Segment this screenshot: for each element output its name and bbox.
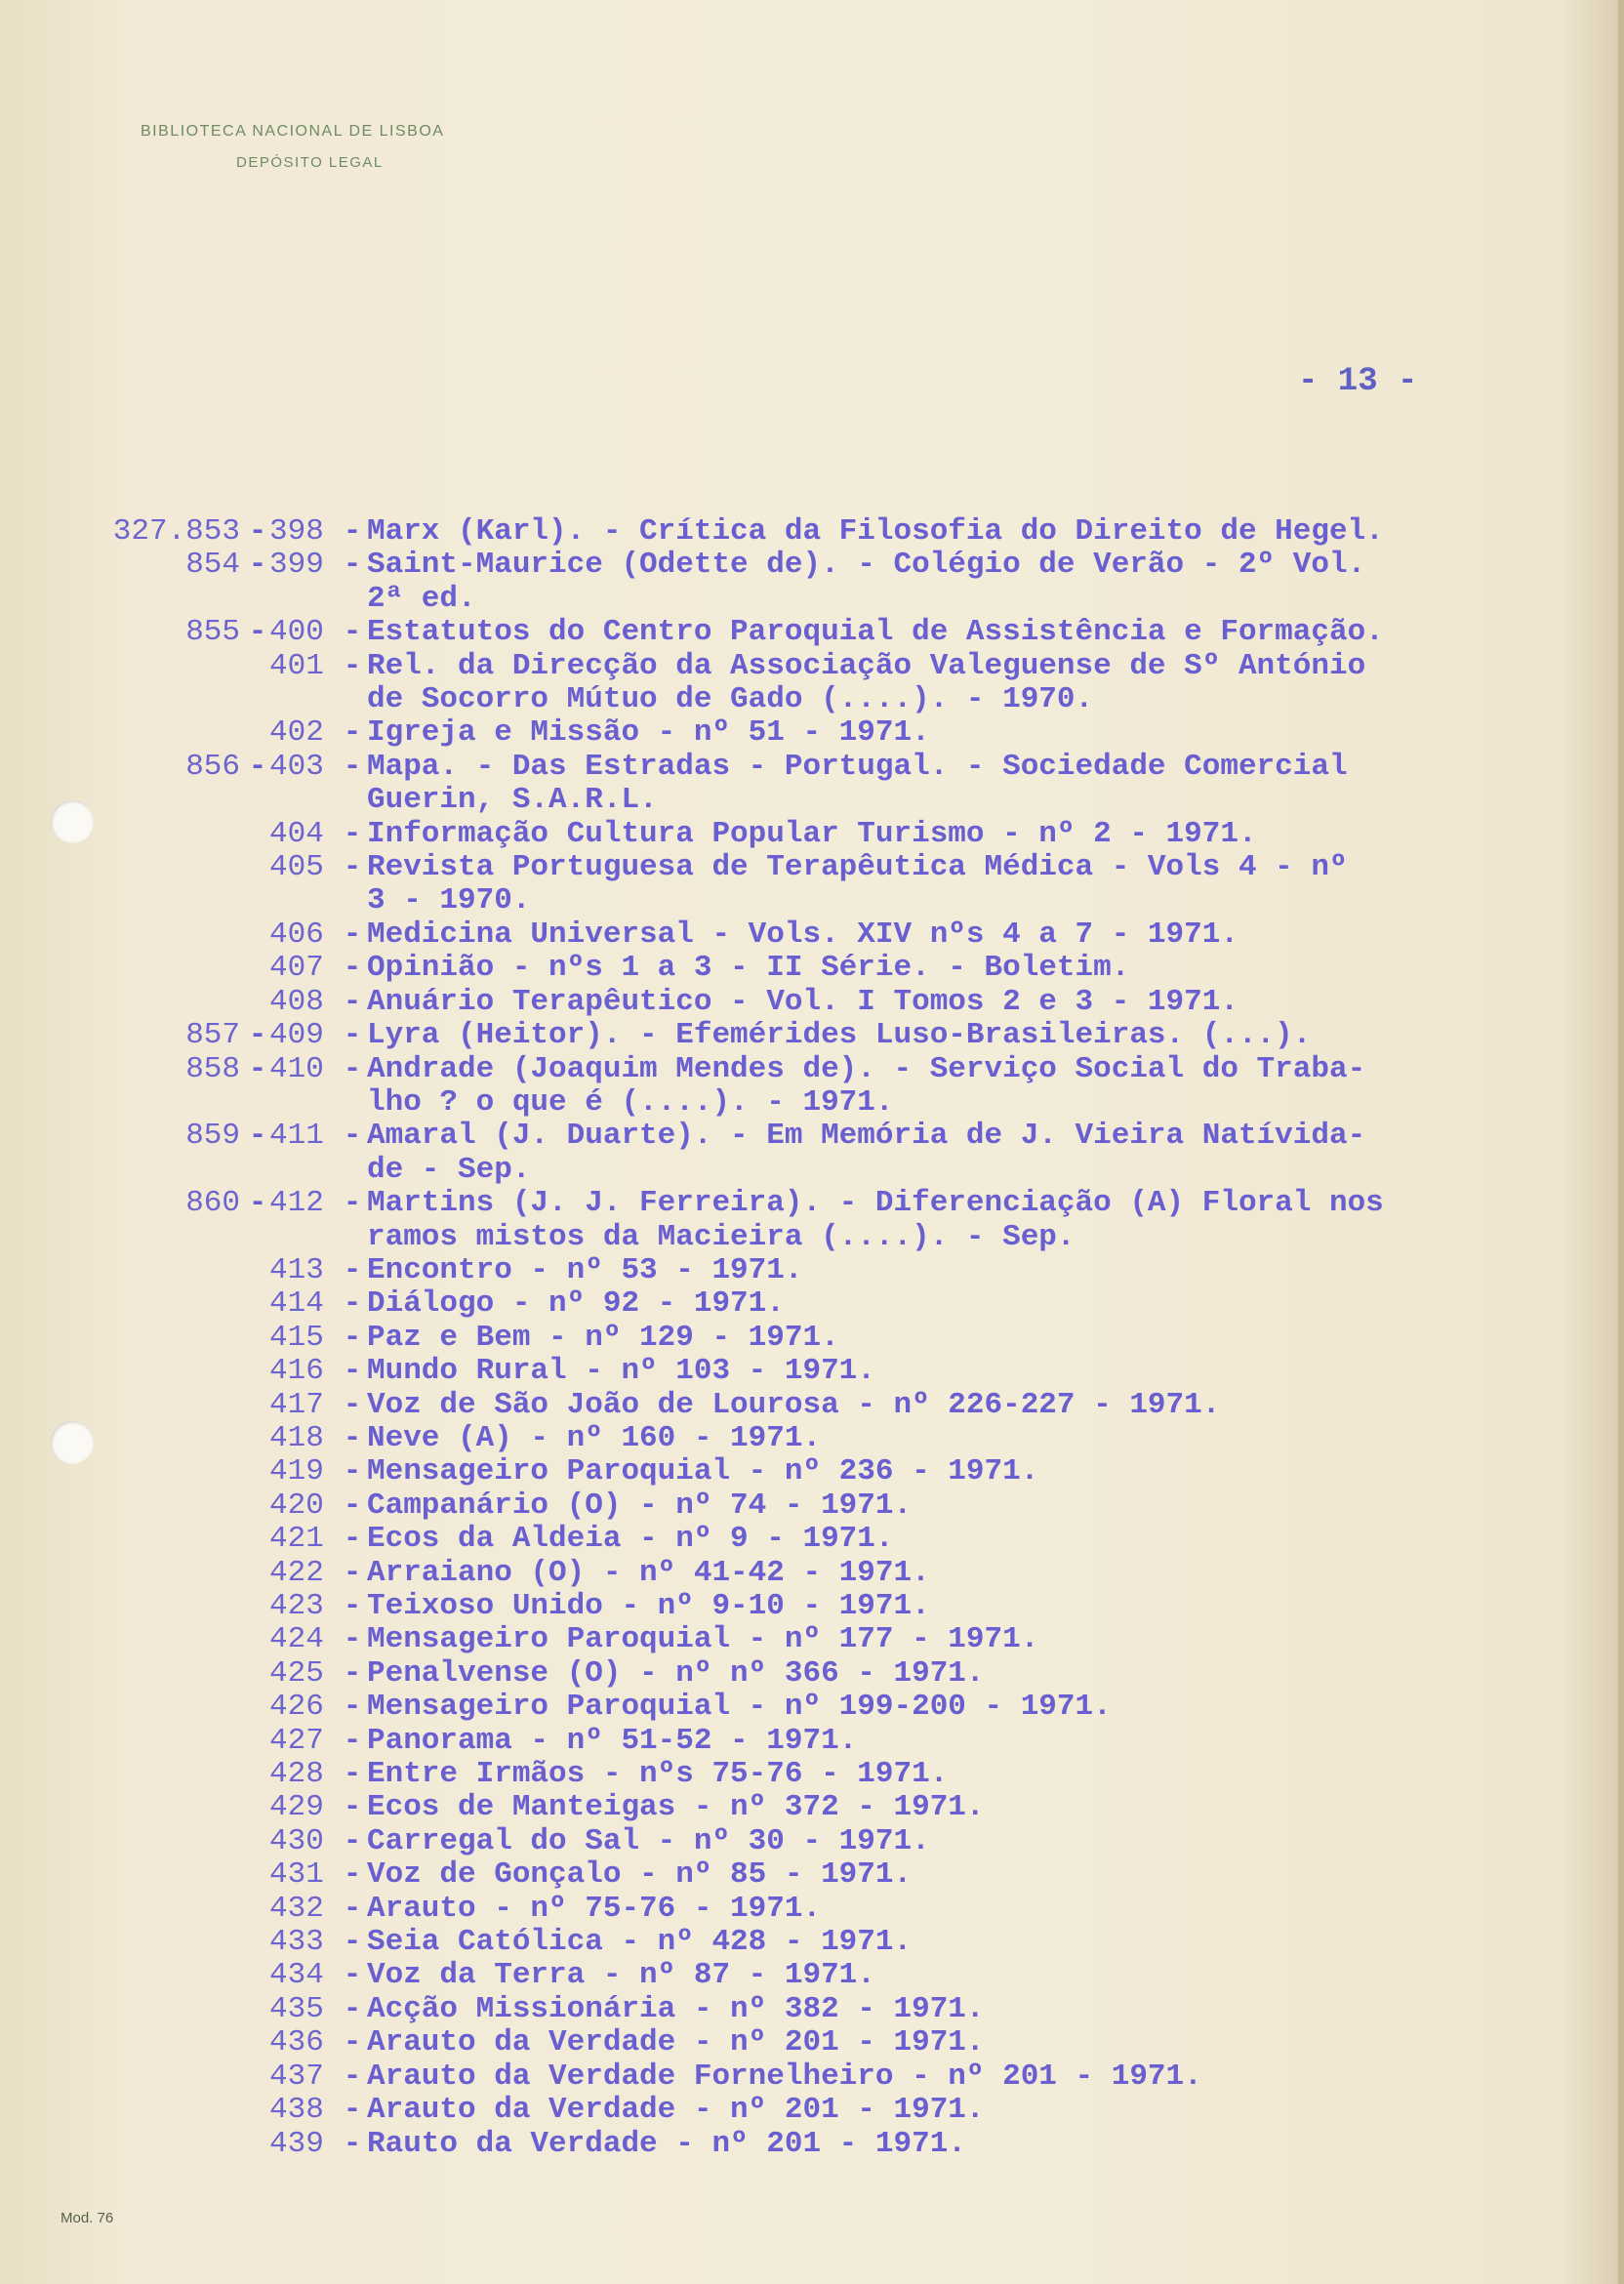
entry-row xyxy=(0,650,1562,683)
entry-text: ramos mistos da Macieira (....). - Sep. xyxy=(367,1219,1076,1254)
entry-text: Teixoso Unido - nº 9-10 - 1971. xyxy=(367,1589,930,1623)
entry-row xyxy=(0,1557,1562,1590)
accession-number: 855 xyxy=(185,615,240,650)
entry-text: de Socorro Mútuo de Gado (....). - 1970. xyxy=(367,682,1094,717)
entry-text: Diálogo - nº 92 - 1971. xyxy=(367,1286,785,1322)
separator-dash: - xyxy=(343,1354,362,1389)
entry-row xyxy=(0,1287,1562,1321)
entry-text: Voz de Gonçalo - nº 85 - 1971. xyxy=(367,1857,913,1893)
entry-number: 404 xyxy=(269,816,324,851)
entry-row xyxy=(0,884,1562,918)
separator-dash: - xyxy=(343,1823,362,1858)
entry-text: Lyra (Heitor). - Efemérides Luso-Brasileiras. (...). xyxy=(367,1018,1312,1053)
entry-number: 434 xyxy=(269,1958,324,1993)
entry-text: Arauto da Verdade Fornelheiro - nº 201 - 1971. xyxy=(367,2059,1202,2094)
entry-text: Revista Portuguesa de Terapêutica Médica - Vols 4 - nº xyxy=(367,850,1348,885)
entry-row xyxy=(0,1523,1562,1556)
entry-number: 437 xyxy=(269,2059,324,2094)
entry-text: Ecos de Manteigas - nº 372 - 1971. xyxy=(367,1790,985,1825)
separator-dash: - xyxy=(248,1186,267,1221)
entry-row xyxy=(0,986,1562,1019)
separator-dash: - xyxy=(343,1555,362,1590)
entry-text: Rauto da Verdade - nº 201 - 1971. xyxy=(367,2126,966,2161)
separator-dash: - xyxy=(343,1857,362,1893)
separator-dash: - xyxy=(343,1991,362,2026)
entry-row xyxy=(0,515,1562,549)
separator-dash: - xyxy=(343,1252,362,1287)
entry-text: Seia Católica - nº 428 - 1971. xyxy=(367,1925,913,1960)
entry-text: Mensageiro Paroquial - nº 236 - 1971. xyxy=(367,1454,1039,1489)
accession-number: 856 xyxy=(185,749,240,784)
entry-row xyxy=(0,1825,1562,1858)
entry-text: Saint-Maurice (Odette de). - Colégio de Verão - 2º Vol. xyxy=(367,548,1366,583)
entry-row xyxy=(0,751,1562,784)
entry-row xyxy=(0,1254,1562,1287)
entry-row xyxy=(0,1590,1562,1623)
entry-row xyxy=(0,1322,1562,1355)
entry-text: Rel. da Direcção da Associação Valeguense de Sº António xyxy=(367,648,1366,683)
entry-number: 432 xyxy=(269,1891,324,1926)
entry-text: Guerin, S.A.R.L. xyxy=(367,783,658,818)
entry-row xyxy=(0,1355,1562,1388)
entry-row xyxy=(0,1791,1562,1824)
entry-text: Voz da Terra - nº 87 - 1971. xyxy=(367,1958,875,1993)
entry-number: 408 xyxy=(269,984,324,1019)
separator-dash: - xyxy=(343,1589,362,1623)
separator-dash: - xyxy=(343,1925,362,1960)
entry-number: 415 xyxy=(269,1320,324,1355)
entry-row xyxy=(0,1389,1562,1422)
entry-text: Penalvense (O) - nº nº 366 - 1971. xyxy=(367,1655,985,1691)
entry-number: 438 xyxy=(269,2093,324,2128)
entry-row xyxy=(0,952,1562,985)
separator-dash: - xyxy=(343,1488,362,1523)
entry-row xyxy=(0,1758,1562,1791)
separator-dash: - xyxy=(343,2025,362,2060)
entry-number: 400 xyxy=(269,615,324,650)
entry-row xyxy=(0,1858,1562,1892)
entry-row xyxy=(0,1019,1562,1052)
separator-dash: - xyxy=(343,850,362,885)
entry-text: lho ? o que é (....). - 1971. xyxy=(367,1084,894,1120)
entry-row xyxy=(0,1221,1562,1254)
entry-number: 436 xyxy=(269,2025,324,2060)
separator-dash: - xyxy=(343,1186,362,1221)
entry-text: Carregal do Sal - nº 30 - 1971. xyxy=(367,1823,930,1858)
entry-number: 413 xyxy=(269,1252,324,1287)
entry-text: Encontro - nº 53 - 1971. xyxy=(367,1252,803,1287)
entry-text: Neve (A) - nº 160 - 1971. xyxy=(367,1420,822,1455)
entry-number: 429 xyxy=(269,1790,324,1825)
entry-text: de - Sep. xyxy=(367,1152,531,1187)
accession-number: 858 xyxy=(185,1051,240,1086)
entry-number: 410 xyxy=(269,1051,324,1086)
separator-dash: - xyxy=(343,1690,362,1725)
separator-dash: - xyxy=(343,1891,362,1926)
separator-dash: - xyxy=(343,1622,362,1657)
entry-text: Marx (Karl). - Crítica da Filosofia do Direito de Hegel. xyxy=(367,514,1384,549)
separator-dash: - xyxy=(248,749,267,784)
entry-list xyxy=(0,515,1562,2161)
entry-text: Martins (J. J. Ferreira). - Diferenciação (A) Floral nos xyxy=(367,1186,1384,1221)
page-edge xyxy=(1618,0,1624,2284)
library-department: DEPÓSITO LEGAL xyxy=(236,154,384,171)
entry-text: Ecos da Aldeia - nº 9 - 1971. xyxy=(367,1522,894,1557)
separator-dash: - xyxy=(343,1757,362,1792)
entry-text: Estatutos do Centro Paroquial de Assistência e Formação. xyxy=(367,615,1384,650)
entry-number: 420 xyxy=(269,1488,324,1523)
entry-text: Medicina Universal - Vols. XIV nºs 4 a 7 - 1971. xyxy=(367,917,1238,952)
entry-row xyxy=(0,1993,1562,2026)
entry-row xyxy=(0,2094,1562,2127)
separator-dash: - xyxy=(343,749,362,784)
entry-number: 402 xyxy=(269,715,324,751)
entry-number: 403 xyxy=(269,749,324,784)
entry-row xyxy=(0,2026,1562,2060)
entry-row xyxy=(0,784,1562,817)
separator-dash: - xyxy=(343,1454,362,1489)
separator-dash: - xyxy=(343,917,362,952)
separator-dash: - xyxy=(343,951,362,986)
entry-row xyxy=(0,1725,1562,1758)
separator-dash: - xyxy=(343,1420,362,1455)
entry-number: 407 xyxy=(269,951,324,986)
entry-text: Mapa. - Das Estradas - Portugal. - Sociedade Comercial xyxy=(367,749,1348,784)
separator-dash: - xyxy=(343,1723,362,1758)
entry-row xyxy=(0,716,1562,750)
entry-text: Campanário (O) - nº 74 - 1971. xyxy=(367,1488,913,1523)
accession-number: 327.853 xyxy=(112,514,240,549)
entry-row xyxy=(0,1053,1562,1086)
entry-number: 428 xyxy=(269,1757,324,1792)
entry-row xyxy=(0,1187,1562,1220)
entry-text: Arauto da Verdade - nº 201 - 1971. xyxy=(367,2093,985,2128)
entry-row xyxy=(0,1657,1562,1691)
entry-row xyxy=(0,1926,1562,1959)
entry-row xyxy=(0,2128,1562,2161)
entry-text: Entre Irmãos - nºs 75-76 - 1971. xyxy=(367,1757,949,1792)
separator-dash: - xyxy=(343,1958,362,1993)
separator-dash: - xyxy=(343,715,362,751)
separator-dash: - xyxy=(343,2093,362,2128)
entry-number: 424 xyxy=(269,1622,324,1657)
entry-number: 398 xyxy=(269,514,324,549)
entry-number: 425 xyxy=(269,1655,324,1691)
form-code: Mod. 76 xyxy=(61,2210,114,2226)
entry-text: Arauto - nº 75-76 - 1971. xyxy=(367,1891,822,1926)
entry-row xyxy=(0,616,1562,649)
entry-row xyxy=(0,851,1562,884)
entry-number: 409 xyxy=(269,1018,324,1053)
entry-number: 418 xyxy=(269,1420,324,1455)
entry-text: 3 - 1970. xyxy=(367,883,531,918)
accession-number: 854 xyxy=(185,548,240,583)
entry-text: Acção Missionária - nº 382 - 1971. xyxy=(367,1991,985,2026)
separator-dash: - xyxy=(343,1522,362,1557)
entry-text: Andrade (Joaquim Mendes de). - Serviço Social do Traba- xyxy=(367,1051,1366,1086)
separator-dash: - xyxy=(343,1387,362,1422)
entry-row xyxy=(0,1691,1562,1724)
separator-dash: - xyxy=(343,2059,362,2094)
separator-dash: - xyxy=(248,548,267,583)
entry-text: Informação Cultura Popular Turismo - nº 2 - 1971. xyxy=(367,816,1257,851)
entry-number: 427 xyxy=(269,1723,324,1758)
entry-number: 421 xyxy=(269,1522,324,1557)
separator-dash: - xyxy=(248,1119,267,1154)
entry-text: Paz e Bem - nº 129 - 1971. xyxy=(367,1320,839,1355)
separator-dash: - xyxy=(343,648,362,683)
separator-dash: - xyxy=(343,2126,362,2161)
entry-text: Mundo Rural - nº 103 - 1971. xyxy=(367,1354,875,1389)
entry-number: 412 xyxy=(269,1186,324,1221)
accession-number: 857 xyxy=(185,1018,240,1053)
entry-number: 426 xyxy=(269,1690,324,1725)
entry-number: 439 xyxy=(269,2126,324,2161)
entry-text: Igreja e Missão - nº 51 - 1971. xyxy=(367,715,930,751)
entry-number: 433 xyxy=(269,1925,324,1960)
entry-number: 431 xyxy=(269,1857,324,1893)
separator-dash: - xyxy=(343,1119,362,1154)
entry-row xyxy=(0,1489,1562,1523)
separator-dash: - xyxy=(343,1051,362,1086)
library-header xyxy=(141,123,444,171)
entry-text: Opinião - nºs 1 a 3 - II Série. - Boletim. xyxy=(367,951,1130,986)
entry-number: 430 xyxy=(269,1823,324,1858)
entry-text: Panorama - nº 51-52 - 1971. xyxy=(367,1723,858,1758)
entry-text: 2ª ed. xyxy=(367,581,476,616)
entry-row xyxy=(0,583,1562,616)
separator-dash: - xyxy=(343,1018,362,1053)
entry-text: Anuário Terapêutico - Vol. I Tomos 2 e 3 - 1971. xyxy=(367,984,1238,1019)
entry-row xyxy=(0,818,1562,851)
entry-row xyxy=(0,1120,1562,1153)
entry-row xyxy=(0,1086,1562,1120)
entry-row xyxy=(0,918,1562,952)
entry-text: Voz de São João de Lourosa - nº 226-227 - 1971. xyxy=(367,1387,1221,1422)
entry-number: 423 xyxy=(269,1589,324,1623)
entry-number: 435 xyxy=(269,1991,324,2026)
entry-number: 414 xyxy=(269,1286,324,1322)
separator-dash: - xyxy=(248,1051,267,1086)
entry-row xyxy=(0,1959,1562,1992)
separator-dash: - xyxy=(343,514,362,549)
entry-text: Arraiano (O) - nº 41-42 - 1971. xyxy=(367,1555,930,1590)
entry-number: 405 xyxy=(269,850,324,885)
entry-number: 419 xyxy=(269,1454,324,1489)
entry-row xyxy=(0,683,1562,716)
entry-number: 417 xyxy=(269,1387,324,1422)
entry-row xyxy=(0,1893,1562,1926)
separator-dash: - xyxy=(343,1655,362,1691)
accession-number: 860 xyxy=(185,1186,240,1221)
entry-number: 406 xyxy=(269,917,324,952)
entry-row xyxy=(0,1455,1562,1489)
entry-row xyxy=(0,1154,1562,1187)
separator-dash: - xyxy=(343,1790,362,1825)
entry-text: Mensageiro Paroquial - nº 177 - 1971. xyxy=(367,1622,1039,1657)
separator-dash: - xyxy=(248,514,267,549)
page-number: - 13 - xyxy=(1298,363,1418,400)
library-name: BIBLIOTECA NACIONAL DE LISBOA xyxy=(141,123,445,140)
separator-dash: - xyxy=(343,816,362,851)
separator-dash: - xyxy=(343,1286,362,1322)
entry-number: 416 xyxy=(269,1354,324,1389)
entry-number: 401 xyxy=(269,648,324,683)
entry-text: Amaral (J. Duarte). - Em Memória de J. Vieira Natívida- xyxy=(367,1119,1366,1154)
separator-dash: - xyxy=(248,1018,267,1053)
entry-number: 422 xyxy=(269,1555,324,1590)
entry-row xyxy=(0,549,1562,582)
separator-dash: - xyxy=(343,548,362,583)
separator-dash: - xyxy=(343,615,362,650)
accession-number: 859 xyxy=(185,1119,240,1154)
entry-row xyxy=(0,2060,1562,2094)
separator-dash: - xyxy=(248,615,267,650)
separator-dash: - xyxy=(343,984,362,1019)
entry-text: Mensageiro Paroquial - nº 199-200 - 1971. xyxy=(367,1690,1112,1725)
separator-dash: - xyxy=(343,1320,362,1355)
entry-number: 411 xyxy=(269,1119,324,1154)
entry-text: Arauto da Verdade - nº 201 - 1971. xyxy=(367,2025,985,2060)
entry-row xyxy=(0,1623,1562,1656)
entry-number: 399 xyxy=(269,548,324,583)
entry-row xyxy=(0,1422,1562,1455)
